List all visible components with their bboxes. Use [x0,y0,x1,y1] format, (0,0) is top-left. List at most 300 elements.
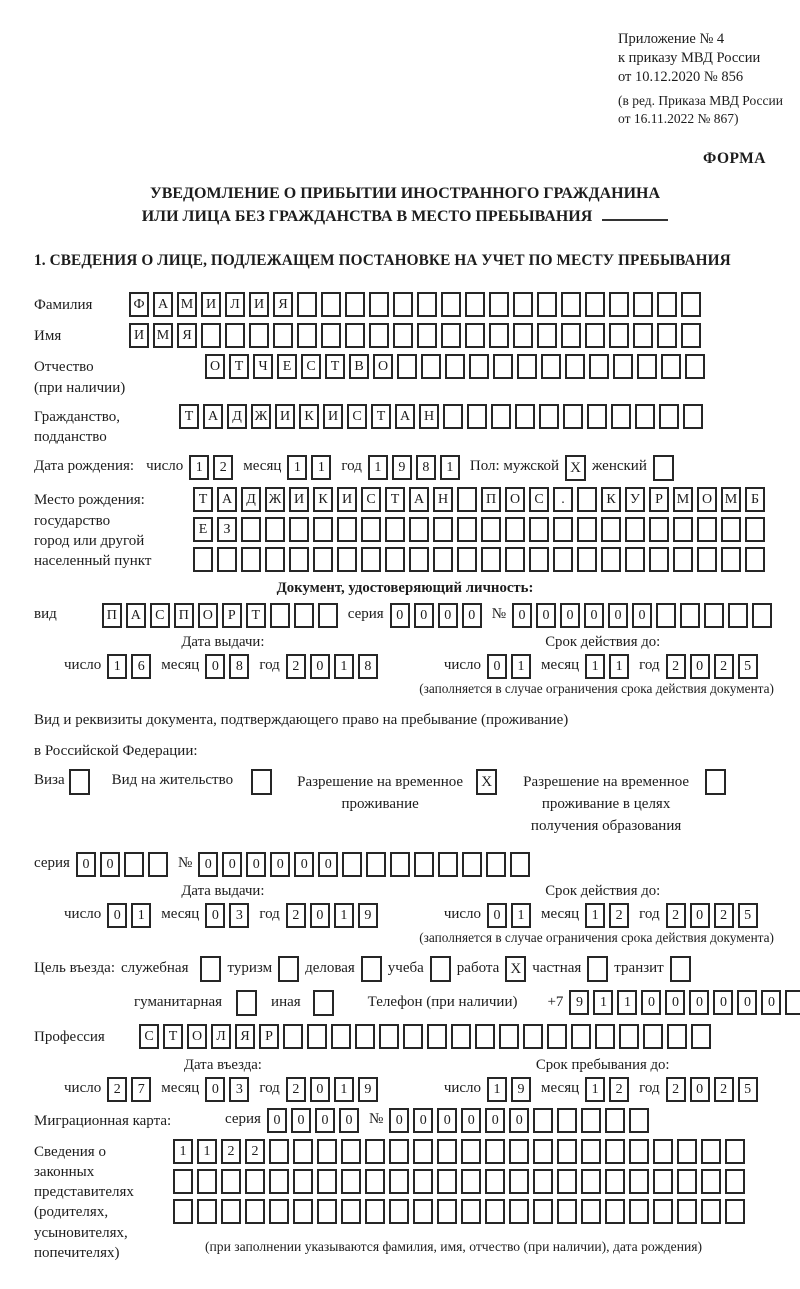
char-box[interactable]: 5 [738,654,758,679]
char-box[interactable] [265,517,285,542]
char-box[interactable] [307,1024,327,1049]
char-box[interactable] [201,323,221,348]
char-box[interactable]: 2 [286,903,306,928]
char-box[interactable] [581,1108,601,1133]
char-box[interactable]: Я [273,292,293,317]
char-box[interactable] [605,1108,625,1133]
char-box[interactable] [385,517,405,542]
char-box[interactable] [481,547,501,572]
char-box[interactable]: 0 [198,852,218,877]
char-box[interactable]: 0 [267,1108,287,1133]
char-box[interactable]: 0 [737,990,757,1015]
char-box[interactable]: 0 [536,603,556,628]
char-box[interactable] [561,292,581,317]
char-box[interactable]: 2 [221,1139,241,1164]
char-box[interactable] [341,1169,361,1194]
char-box[interactable]: 0 [413,1108,433,1133]
char-box[interactable] [403,1024,423,1049]
char-box[interactable]: О [373,354,393,379]
char-box[interactable] [437,1139,457,1164]
char-box[interactable] [523,1024,543,1049]
char-box[interactable] [725,1199,745,1224]
char-box[interactable] [629,1108,649,1133]
char-box[interactable] [313,547,333,572]
char-box[interactable] [365,1139,385,1164]
char-box[interactable]: 2 [286,1077,306,1102]
char-box[interactable]: 1 [593,990,613,1015]
char-box[interactable]: И [129,323,149,348]
char-box[interactable] [653,1199,673,1224]
char-box[interactable] [443,404,463,429]
char-box[interactable]: 0 [713,990,733,1015]
char-box[interactable] [625,517,645,542]
char-box[interactable] [571,1024,591,1049]
char-box[interactable]: 1 [287,455,307,480]
char-box[interactable]: 0 [509,1108,529,1133]
char-box[interactable] [462,852,482,877]
char-box[interactable] [475,1024,495,1049]
char-box[interactable] [680,603,700,628]
char-box[interactable] [489,292,509,317]
char-box[interactable] [441,292,461,317]
char-box[interactable] [345,323,365,348]
char-box[interactable]: Т [371,404,391,429]
char-box[interactable] [486,852,506,877]
char-box[interactable] [197,1169,217,1194]
char-box[interactable] [465,292,485,317]
char-box[interactable] [241,517,261,542]
char-box[interactable] [341,1199,361,1224]
char-box[interactable]: 1 [131,903,151,928]
char-box[interactable]: 0 [761,990,781,1015]
char-box[interactable] [421,354,441,379]
char-box[interactable] [533,1139,553,1164]
char-box[interactable]: М [721,487,741,512]
char-box[interactable]: 0 [390,603,410,628]
char-box[interactable] [577,517,597,542]
char-box[interactable]: 2 [714,654,734,679]
char-box[interactable] [601,517,621,542]
char-box[interactable]: И [275,404,295,429]
char-box[interactable] [389,1169,409,1194]
char-box[interactable] [173,1199,193,1224]
char-box[interactable]: 1 [511,654,531,679]
char-box[interactable]: Л [225,292,245,317]
char-box[interactable] [704,603,724,628]
char-box[interactable] [441,323,461,348]
char-box[interactable]: 3 [229,1077,249,1102]
char-box[interactable] [389,1199,409,1224]
char-box[interactable]: А [153,292,173,317]
char-box[interactable] [649,547,669,572]
char-box[interactable] [481,517,501,542]
char-box[interactable] [681,292,701,317]
char-box[interactable]: 1 [334,654,354,679]
char-box[interactable] [673,517,693,542]
char-box[interactable] [485,1199,505,1224]
char-box[interactable] [585,292,605,317]
char-box[interactable] [581,1199,601,1224]
char-box[interactable]: А [217,487,237,512]
char-box[interactable] [491,404,511,429]
char-box[interactable]: 1 [334,1077,354,1102]
char-box[interactable]: 2 [714,903,734,928]
char-box[interactable] [413,1169,433,1194]
char-box[interactable] [337,547,357,572]
char-box[interactable]: Т [179,404,199,429]
temp-residence-checkbox[interactable]: X [476,769,497,795]
char-box[interactable] [721,547,741,572]
char-box[interactable] [581,1169,601,1194]
char-box[interactable] [613,354,633,379]
char-box[interactable]: Д [241,487,261,512]
char-box[interactable] [587,404,607,429]
char-box[interactable]: 1 [585,654,605,679]
char-box[interactable] [413,1139,433,1164]
char-box[interactable] [785,990,800,1015]
char-box[interactable]: Л [211,1024,231,1049]
char-box[interactable]: 0 [437,1108,457,1133]
char-box[interactable]: 2 [245,1139,265,1164]
char-box[interactable]: К [601,487,621,512]
char-box[interactable] [653,1139,673,1164]
char-box[interactable]: Ж [265,487,285,512]
char-box[interactable] [701,1169,721,1194]
char-box[interactable]: Т [385,487,405,512]
char-box[interactable]: 3 [229,903,249,928]
char-box[interactable]: О [187,1024,207,1049]
char-box[interactable]: 9 [569,990,589,1015]
char-box[interactable] [414,852,434,877]
char-box[interactable]: 8 [358,654,378,679]
char-box[interactable] [342,852,362,877]
char-box[interactable]: А [395,404,415,429]
char-box[interactable] [361,547,381,572]
char-box[interactable] [513,323,533,348]
char-box[interactable] [745,517,765,542]
char-box[interactable] [541,354,561,379]
char-box[interactable] [721,517,741,542]
char-box[interactable]: 9 [392,455,412,480]
char-box[interactable]: . [553,487,573,512]
char-box[interactable]: 0 [294,852,314,877]
char-box[interactable] [269,1139,289,1164]
char-box[interactable] [701,1199,721,1224]
char-box[interactable] [537,292,557,317]
char-box[interactable] [409,517,429,542]
char-box[interactable] [241,547,261,572]
char-box[interactable]: 1 [368,455,388,480]
char-box[interactable] [289,547,309,572]
char-box[interactable] [683,404,703,429]
char-box[interactable] [225,323,245,348]
char-box[interactable] [245,1169,265,1194]
char-box[interactable]: 0 [665,990,685,1015]
char-box[interactable]: 0 [487,903,507,928]
char-box[interactable]: 9 [358,903,378,928]
char-box[interactable] [637,354,657,379]
char-box[interactable] [605,1199,625,1224]
char-box[interactable] [533,1108,553,1133]
char-box[interactable]: В [349,354,369,379]
char-box[interactable] [413,1199,433,1224]
char-box[interactable]: Е [277,354,297,379]
char-box[interactable] [657,323,677,348]
char-box[interactable]: 0 [107,903,127,928]
char-box[interactable]: 0 [462,603,482,628]
char-box[interactable] [681,323,701,348]
char-box[interactable] [345,292,365,317]
char-box[interactable] [752,603,772,628]
char-box[interactable] [124,852,144,877]
char-box[interactable] [633,292,653,317]
char-box[interactable]: 0 [315,1108,335,1133]
char-box[interactable] [437,1199,457,1224]
char-box[interactable] [595,1024,615,1049]
char-box[interactable]: А [409,487,429,512]
char-box[interactable]: 0 [632,603,652,628]
char-box[interactable]: О [697,487,717,512]
char-box[interactable] [341,1139,361,1164]
char-box[interactable]: 2 [107,1077,127,1102]
char-box[interactable] [366,852,386,877]
char-box[interactable]: 7 [131,1077,151,1102]
char-box[interactable] [393,292,413,317]
char-box[interactable]: 2 [213,455,233,480]
char-box[interactable] [553,517,573,542]
char-box[interactable]: А [203,404,223,429]
char-box[interactable] [389,1139,409,1164]
char-box[interactable] [457,517,477,542]
char-box[interactable] [515,404,535,429]
char-box[interactable] [293,1169,313,1194]
char-box[interactable] [379,1024,399,1049]
char-box[interactable]: 0 [690,654,710,679]
char-box[interactable]: 0 [291,1108,311,1133]
char-box[interactable] [529,547,549,572]
char-box[interactable] [563,404,583,429]
char-box[interactable] [469,354,489,379]
char-box[interactable] [193,547,213,572]
char-box[interactable] [609,323,629,348]
char-box[interactable] [609,292,629,317]
char-box[interactable]: 5 [738,903,758,928]
purpose-business-checkbox[interactable] [361,956,382,982]
char-box[interactable] [697,517,717,542]
char-box[interactable]: 2 [666,654,686,679]
char-box[interactable]: 1 [311,455,331,480]
char-box[interactable]: 0 [641,990,661,1015]
char-box[interactable]: 0 [487,654,507,679]
char-box[interactable] [433,547,453,572]
char-box[interactable]: 0 [76,852,96,877]
char-box[interactable] [510,852,530,877]
char-box[interactable]: 1 [173,1139,193,1164]
char-box[interactable] [293,1139,313,1164]
char-box[interactable]: 2 [609,903,629,928]
char-box[interactable] [533,1169,553,1194]
char-box[interactable] [565,354,585,379]
char-box[interactable] [249,323,269,348]
char-box[interactable] [390,852,410,877]
char-box[interactable]: С [347,404,367,429]
char-box[interactable] [321,292,341,317]
char-box[interactable] [589,354,609,379]
char-box[interactable]: С [139,1024,159,1049]
char-box[interactable] [553,547,573,572]
char-box[interactable]: К [299,404,319,429]
char-box[interactable] [269,1169,289,1194]
char-box[interactable]: Д [227,404,247,429]
purpose-work-checkbox[interactable]: X [505,956,526,982]
char-box[interactable]: С [529,487,549,512]
purpose-other-checkbox[interactable] [313,990,334,1016]
char-box[interactable] [643,1024,663,1049]
char-box[interactable]: Ч [253,354,273,379]
char-box[interactable]: П [174,603,194,628]
char-box[interactable] [427,1024,447,1049]
char-box[interactable]: 1 [107,654,127,679]
char-box[interactable] [661,354,681,379]
char-box[interactable] [605,1169,625,1194]
char-box[interactable]: Ф [129,292,149,317]
char-box[interactable]: 0 [310,654,330,679]
char-box[interactable] [657,292,677,317]
char-box[interactable]: И [201,292,221,317]
residence-permit-checkbox[interactable] [251,769,272,795]
char-box[interactable]: И [323,404,343,429]
char-box[interactable]: 0 [270,852,290,877]
char-box[interactable]: 0 [461,1108,481,1133]
char-box[interactable] [493,354,513,379]
char-box[interactable]: 0 [318,852,338,877]
char-box[interactable] [581,1139,601,1164]
char-box[interactable] [217,547,237,572]
char-box[interactable] [513,292,533,317]
purpose-humanitarian-checkbox[interactable] [236,990,257,1016]
char-box[interactable] [245,1199,265,1224]
char-box[interactable] [369,323,389,348]
char-box[interactable] [337,517,357,542]
char-box[interactable]: У [625,487,645,512]
char-box[interactable] [585,323,605,348]
char-box[interactable] [539,404,559,429]
char-box[interactable]: 0 [438,603,458,628]
char-box[interactable]: Т [325,354,345,379]
char-box[interactable]: Н [419,404,439,429]
char-box[interactable] [611,404,631,429]
char-box[interactable] [625,547,645,572]
char-box[interactable]: О [205,354,225,379]
char-box[interactable] [461,1199,481,1224]
char-box[interactable] [457,487,477,512]
char-box[interactable] [633,323,653,348]
char-box[interactable]: С [301,354,321,379]
char-box[interactable] [317,1139,337,1164]
char-box[interactable] [489,323,509,348]
char-box[interactable]: 0 [690,903,710,928]
char-box[interactable] [691,1024,711,1049]
char-box[interactable]: Т [193,487,213,512]
char-box[interactable] [273,323,293,348]
char-box[interactable] [317,1169,337,1194]
purpose-private-checkbox[interactable] [587,956,608,982]
char-box[interactable]: 1 [487,1077,507,1102]
char-box[interactable]: 0 [689,990,709,1015]
char-box[interactable]: 6 [131,654,151,679]
char-box[interactable] [461,1169,481,1194]
char-box[interactable] [365,1199,385,1224]
char-box[interactable]: 2 [609,1077,629,1102]
char-box[interactable] [677,1199,697,1224]
char-box[interactable] [289,517,309,542]
char-box[interactable] [221,1169,241,1194]
char-box[interactable]: И [289,487,309,512]
char-box[interactable]: Т [229,354,249,379]
char-box[interactable] [505,517,525,542]
char-box[interactable]: 0 [584,603,604,628]
char-box[interactable] [361,517,381,542]
sex-female-checkbox[interactable] [653,455,674,481]
char-box[interactable] [297,292,317,317]
char-box[interactable]: Е [193,517,213,542]
char-box[interactable]: С [361,487,381,512]
char-box[interactable] [321,323,341,348]
char-box[interactable] [557,1139,577,1164]
char-box[interactable]: 9 [358,1077,378,1102]
char-box[interactable]: 0 [339,1108,359,1133]
char-box[interactable]: П [102,603,122,628]
char-box[interactable] [269,1199,289,1224]
char-box[interactable]: 9 [511,1077,531,1102]
purpose-official-checkbox[interactable] [200,956,221,982]
char-box[interactable]: 0 [310,1077,330,1102]
char-box[interactable]: 1 [197,1139,217,1164]
char-box[interactable] [659,404,679,429]
char-box[interactable] [728,603,748,628]
char-box[interactable]: М [153,323,173,348]
char-box[interactable]: 1 [585,903,605,928]
char-box[interactable]: П [481,487,501,512]
char-box[interactable] [197,1199,217,1224]
char-box[interactable] [393,323,413,348]
char-box[interactable]: 8 [416,455,436,480]
char-box[interactable]: 0 [100,852,120,877]
char-box[interactable] [533,1199,553,1224]
char-box[interactable]: 0 [512,603,532,628]
char-box[interactable]: 0 [310,903,330,928]
char-box[interactable] [293,1199,313,1224]
char-box[interactable] [605,1139,625,1164]
char-box[interactable]: 2 [666,1077,686,1102]
char-box[interactable] [685,354,705,379]
char-box[interactable]: 0 [608,603,628,628]
char-box[interactable]: 8 [229,654,249,679]
char-box[interactable]: 1 [440,455,460,480]
char-box[interactable]: 0 [560,603,580,628]
char-box[interactable] [317,1199,337,1224]
char-box[interactable] [385,547,405,572]
char-box[interactable]: Р [222,603,242,628]
purpose-transit-checkbox[interactable] [670,956,691,982]
char-box[interactable] [437,1169,457,1194]
char-box[interactable] [701,1139,721,1164]
char-box[interactable] [445,354,465,379]
char-box[interactable]: 0 [205,654,225,679]
char-box[interactable]: 2 [286,654,306,679]
visa-checkbox[interactable] [69,769,90,795]
char-box[interactable] [417,292,437,317]
